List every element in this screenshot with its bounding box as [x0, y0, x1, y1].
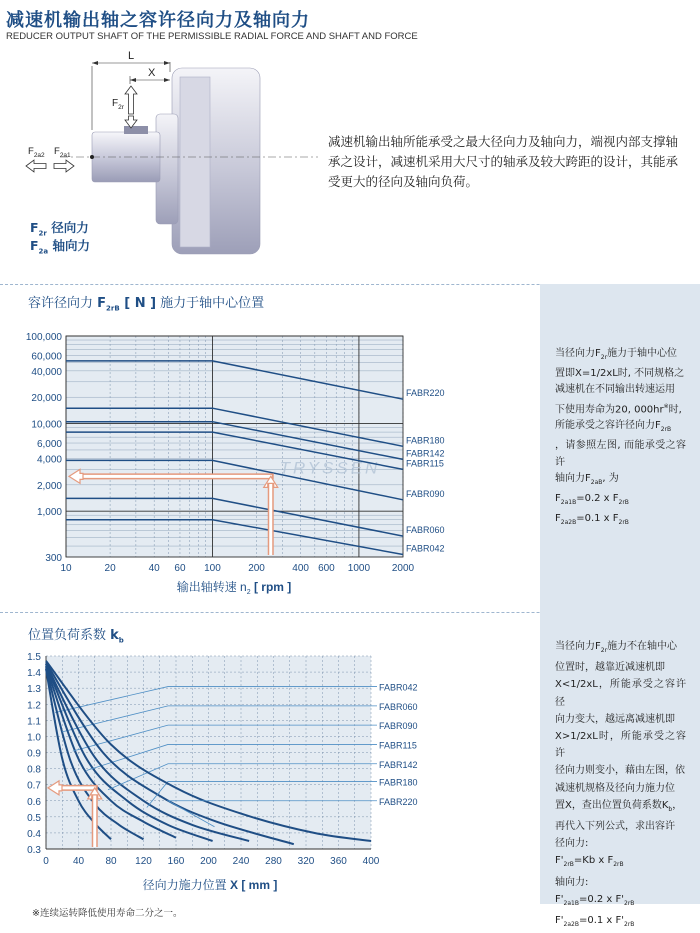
- chart2-legend-label: FABR042: [379, 682, 418, 693]
- chart1-x-tick-label: 40: [148, 563, 160, 574]
- chart1-x-tick-label: 400: [292, 563, 309, 574]
- chart2-y-tick-label: 1.4: [27, 668, 41, 680]
- chart1-x-tick-label: 100: [204, 563, 221, 574]
- chart2-x-tick-label: 320: [297, 856, 315, 867]
- chart1-heading: 容许径向力 $F_{2rB}$ [ N ] 施力于轴中心位置: [28, 296, 265, 313]
- shaft-key: [124, 126, 148, 134]
- chart1-y-tick-label: 2,000: [36, 480, 62, 492]
- label-f2a2: $F_{2a2}$: [28, 146, 45, 159]
- chart1-y-tick-label: 60,000: [31, 351, 62, 363]
- load-factor-chart: [0, 645, 540, 900]
- chart1-y-tick-label: 10,000: [31, 419, 62, 431]
- chart2-x-tick-label: 0: [43, 856, 49, 867]
- radial-force-chart: [0, 320, 540, 610]
- chart1-x-tick-label: 1000: [347, 563, 371, 574]
- chart2-x-tick-label: 160: [167, 856, 185, 867]
- chart1-x-tick-label: 20: [104, 563, 116, 574]
- chart1-x-tick-label: 600: [318, 563, 335, 574]
- chart2-y-tick-label: 0.5: [27, 812, 41, 824]
- chart2-y-tick-label: 0.7: [27, 780, 41, 792]
- chart2-legend-label: FABR060: [379, 701, 418, 712]
- side-note-panel-1: 当径向力$F_{2r}$施力于轴中心位 置即X=1/2xL时, 不同规格之 减速机在不同输出转速运用 下使用寿命为20, 000hr※时, 所能承受之容许径向力$F_{2rB}$ ，请参照左图, 而能承受之容许 轴向力$F_{2aB}$, 为 $F_{2a1B}=0.2$ x $F_{2rB}$ $F_{2a2B}=0.1$ x $F_{2rB}$: [540, 284, 700, 612]
- label-f2r: $F_{2r}$: [112, 98, 124, 111]
- chart1-y-tick-label: 6,000: [36, 439, 62, 451]
- footnote: ※连续运转降低使用寿命二分之一。: [32, 908, 183, 919]
- chart1-x-tick-label: 200: [248, 563, 265, 574]
- axial-force-arrow-right-icon: [54, 160, 74, 172]
- page-title: 减速机输出轴之容许径向力及轴向力: [6, 10, 310, 31]
- chart1-x-tick-label: 60: [174, 563, 186, 574]
- chart1-series-label: FABR142: [406, 448, 445, 459]
- chart2-x-axis-label: 径向力施力位置 X [ mm ]: [142, 878, 278, 892]
- chart2-y-tick-label: 1.3: [27, 684, 41, 696]
- radial-force-arrow-icon: [125, 86, 137, 114]
- chart2-x-tick-label: 120: [135, 856, 152, 867]
- chart2-y-tick-label: 0.4: [27, 828, 41, 840]
- chart2-x-tick-label: 40: [72, 856, 85, 867]
- watermark-text: TRYSSEN: [279, 458, 381, 478]
- chart2-y-tick-label: 0.3: [27, 845, 41, 856]
- chart2-legend-label: FABR220: [379, 796, 418, 807]
- chart1-y-tick-label: 300: [45, 553, 62, 564]
- chart2-y-tick-label: 1.5: [27, 652, 41, 663]
- chart2-x-tick-label: 280: [265, 856, 282, 867]
- chart1-series-label: FABR042: [406, 543, 445, 554]
- chart1-y-tick-label: 40,000: [31, 366, 62, 378]
- chart1-series-label: FABR090: [406, 488, 445, 499]
- chart1-x-tick-label: 10: [60, 563, 72, 574]
- legend-radial: $F_{2r}$ 径向力: [30, 220, 89, 238]
- chart1-series-label: FABR060: [406, 525, 445, 536]
- chart2-x-tick-label: 360: [330, 856, 347, 867]
- side-note-panel-2: 当径向力$F_{2r}$施力不在轴中心 位置时，越靠近减速机即 X<1/2xL，所能承受之容许径 向力变大，越远离减速机即 X>1/2xL时，所能承受之容许 径向力则变小，藉由左图，依 减速机规格及径向力施力位 置X，查出位置负荷系数$K_b$， 再代入下列公式，求出容许 径向力: $F'_{2rB}=Kb$ x $F_{2rB}$ 轴向力: $F'_{2a1B}=0.2$ x $F'_{2rB}$ $F'_{2a2B}=0.1$ x $F'_{2rB}$: [540, 612, 700, 904]
- dim-label-L: L: [128, 50, 135, 62]
- chart2-y-tick-label: 0.9: [27, 748, 41, 760]
- label-f2a1: $F_{2a1}$: [54, 146, 71, 159]
- chart1-x-tick-label: 2000: [391, 563, 415, 574]
- chart2-y-tick-label: 1.0: [27, 732, 41, 744]
- chart2-y-tick-label: 0.8: [27, 764, 41, 776]
- page-subtitle: REDUCER OUTPUT SHAFT OF THE PERMISSIBLE RADIAL FORCE AND SHAFT AND FORCE: [6, 31, 418, 42]
- chart2-x-tick-label: 200: [200, 856, 217, 867]
- chart1-y-tick-label: 1,000: [36, 507, 62, 519]
- chart2-legend-label: FABR142: [379, 759, 418, 770]
- chart1-series-label: FABR220: [406, 388, 445, 399]
- chart1-y-tick-label: 100,000: [25, 332, 62, 343]
- chart1-series-label: FABR180: [406, 435, 445, 446]
- axial-force-arrow-left-icon: [26, 160, 46, 172]
- chart2-y-tick-label: 1.2: [27, 700, 41, 712]
- chart2-legend-label: FABR115: [379, 740, 417, 751]
- chart1-y-tick-label: 4,000: [36, 454, 62, 466]
- chart2-y-tick-label: 1.1: [27, 716, 41, 728]
- chart1-x-axis-label: 输出轴转速 $n_2$ [ rpm ]: [176, 580, 292, 596]
- chart2-legend-label: FABR180: [379, 777, 418, 788]
- chart1-y-tick-label: 20,000: [31, 393, 62, 405]
- chart1-series-label: FABR115: [406, 458, 444, 469]
- chart2-y-tick-label: 0.6: [27, 796, 41, 808]
- chart2-x-tick-label: 240: [232, 856, 250, 867]
- chart2-x-tick-label: 80: [105, 856, 117, 867]
- description-text: 减速机输出轴所能承受之最大径向力及轴向力，端视内部支撑轴承之设计，减速机采用大尺寸的轴承及较大跨距的设计，其能承受更大的径向及轴向负荷。: [328, 134, 679, 189]
- chart2-x-tick-label: 400: [362, 856, 380, 867]
- chart2-heading: 位置负荷系数 $k_b$: [28, 628, 124, 645]
- chart2-legend-label: FABR090: [379, 721, 418, 732]
- dim-label-X: X: [148, 67, 156, 79]
- legend-axial: $F_{2a}$ 轴向力: [30, 238, 91, 256]
